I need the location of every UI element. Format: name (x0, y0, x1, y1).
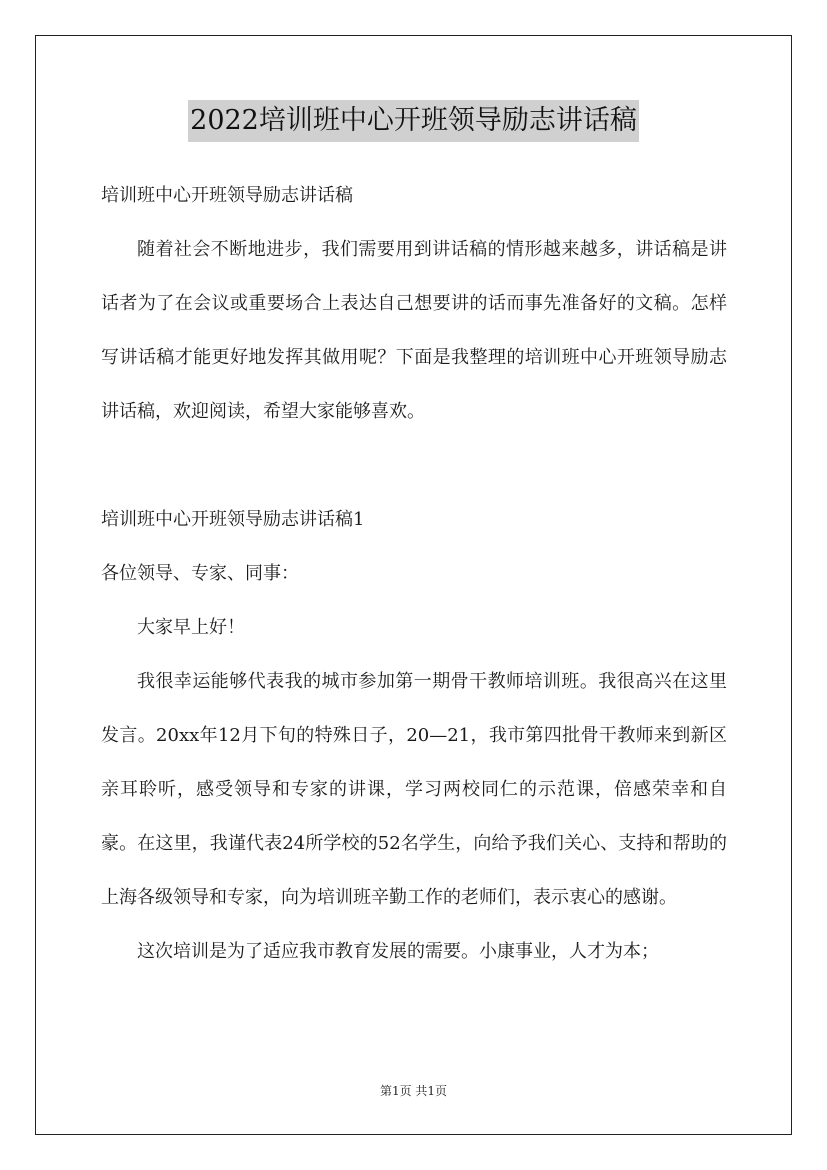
title-container (0, 100, 827, 142)
section-heading: 培训班中心开班领导励志讲话稿1 (101, 509, 365, 530)
body-paragraph-1: 我很幸运能够代表我的城市参加第一期骨干教师培训班。我很高兴在这里发言。20xx年12月下旬的特殊日子，20—21，我市第四批骨干教师来到新区亲耳聆听，感受领导和专家的讲课，学习两校同仁的示范课，倍感荣幸和自豪。在这里，我谨代表24所学校的52名学生，向给予我们关心、支持和帮助的上海各级领导和专家，向为培训班辛勤工作的老师们，表示衷心的感谢。 (101, 671, 727, 908)
page-footer: 第1页 共1页 (379, 1084, 448, 1098)
body-paragraph-2: 这次培训是为了适应我市教育发展的需要。小康事业，人才为本； (137, 941, 659, 962)
paragraph-gap (101, 439, 727, 493)
salutation: 各位领导、专家、同事： (101, 563, 299, 584)
greeting: 大家早上好！ (137, 617, 245, 638)
document-subtitle: 培训班中心开班领导励志讲话稿 (101, 185, 353, 206)
intro-paragraph: 随着社会不断地进步，我们需要用到讲话稿的情形越来越多，讲话稿是讲话者为了在会议或重要场合上表达自己想要讲的话而事先准备好的文稿。怎样写讲话稿才能更好地发挥其做用呢？下面是我整理的培训班中心开班领导励志讲话稿，欢迎阅读，希望大家能够喜欢。 (101, 239, 727, 422)
document-title: 2022培训班中心开班领导励志讲话稿 (188, 100, 639, 142)
document-body (101, 169, 727, 979)
